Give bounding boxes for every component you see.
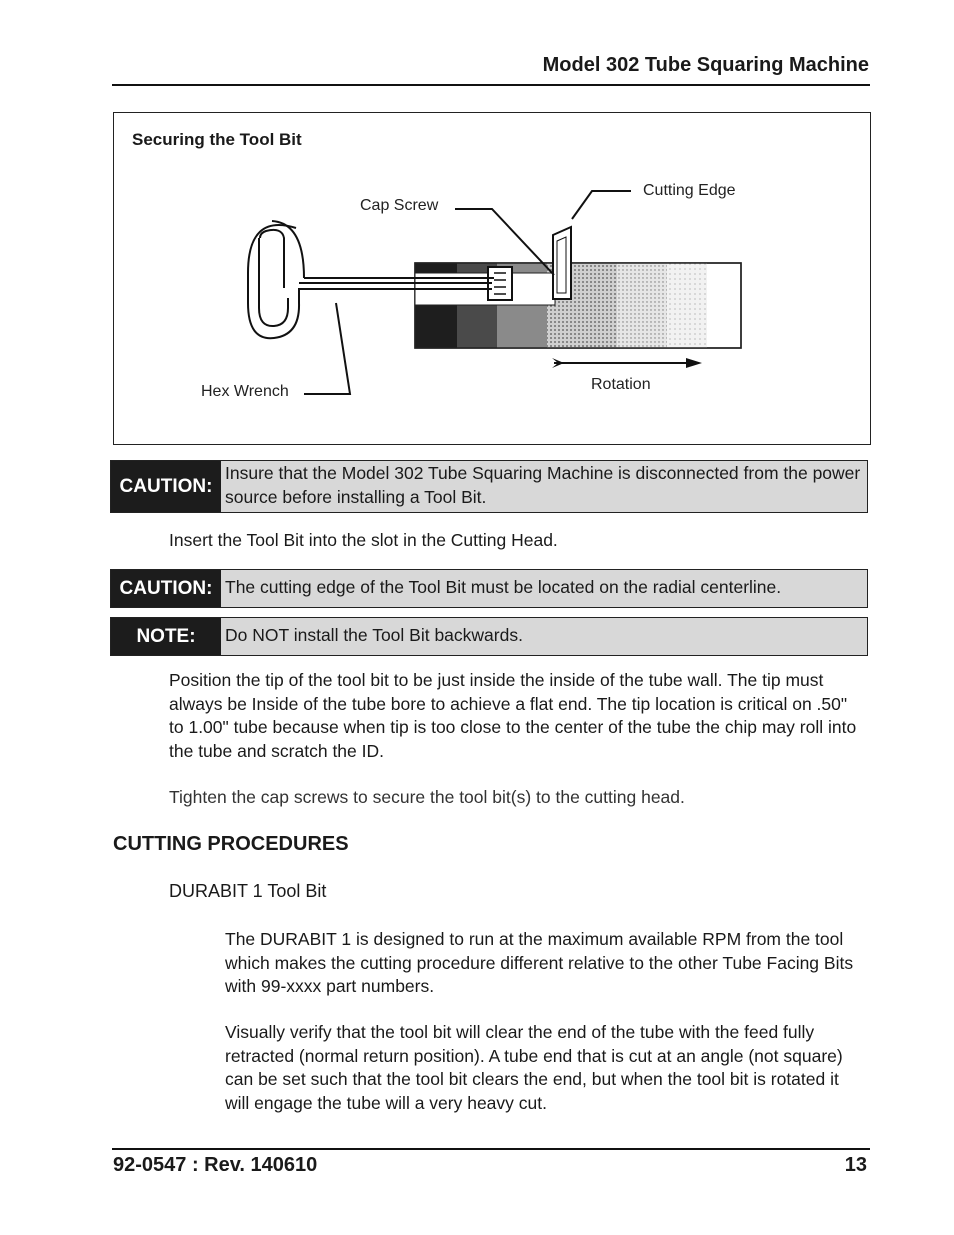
insert-instruction: Insert the Tool Bit into the slot in the Cutting Head.: [169, 530, 558, 550]
figure-securing-tool-bit: [113, 112, 871, 445]
caution-disconnect-power: [110, 460, 868, 513]
footer: [113, 1154, 869, 1177]
position-paragraph: Position the tip of the tool bit to be just inside the inside of the tube wall. The tip must always be Inside of the tube bore to achieve a flat end. The tip location is critical on .50" to 1.00" tube because when tip is too close to the center of the tube the chip may roll into the tube and scratch the ID.: [169, 670, 857, 761]
section-heading: CUTTING PROCEDURES: [113, 833, 349, 855]
document-number: 92-0547 : Rev. 140610: [113, 1154, 318, 1176]
tool-bit: [553, 227, 571, 299]
hex-wrench-label: Hex Wrench: [201, 383, 289, 400]
caution-radial-centerline: [110, 569, 868, 608]
cutting-head: [415, 263, 741, 348]
section-subheading: DURABIT 1 Tool Bit: [169, 881, 327, 901]
figure-title: Securing the Tool Bit: [132, 130, 302, 149]
page-number: 13: [844, 1154, 867, 1176]
rotation-label: Rotation: [591, 376, 651, 393]
caution-text: The cutting edge of the Tool Bit must be located on the radial centerline.: [225, 577, 782, 597]
durabit-paragraph-2: Visually verify that the tool bit will clear the end of the tube with the feed fully retracted (normal return position). A tube end that is cut at an angle (not square) can be set such that the tool bit clears the end, but when the tool bit is rotated it will engage the tube will a very heavy cut.: [225, 1022, 843, 1113]
document-title: Model 302 Tube Squaring Machine: [542, 54, 869, 76]
note-no-backwards: [110, 617, 868, 656]
cutting-edge-label: Cutting Edge: [643, 182, 736, 199]
caution-tag: CAUTION:: [111, 461, 221, 512]
header-rule: [112, 84, 870, 86]
caution-tag: CAUTION:: [111, 570, 221, 607]
cap-screw-label: Cap Screw: [360, 197, 439, 214]
tighten-instruction: Tighten the cap screws to secure the tool bit(s) to the cutting head.: [169, 787, 685, 807]
rotation-arrow: [552, 358, 702, 368]
footer-rule: [112, 1148, 870, 1150]
caution-text: Insure that the Model 302 Tube Squaring Machine is disconnected from the power source before installing a Tool Bit.: [225, 463, 861, 507]
note-text: Do NOT install the Tool Bit backwards.: [225, 625, 523, 645]
durabit-paragraph-1: The DURABIT 1 is designed to run at the maximum available RPM from the tool which makes the cutting procedure different relative to the other Tube Facing Bits with 99-xxxx part numbers.: [225, 929, 854, 996]
note-tag: NOTE:: [111, 618, 221, 655]
